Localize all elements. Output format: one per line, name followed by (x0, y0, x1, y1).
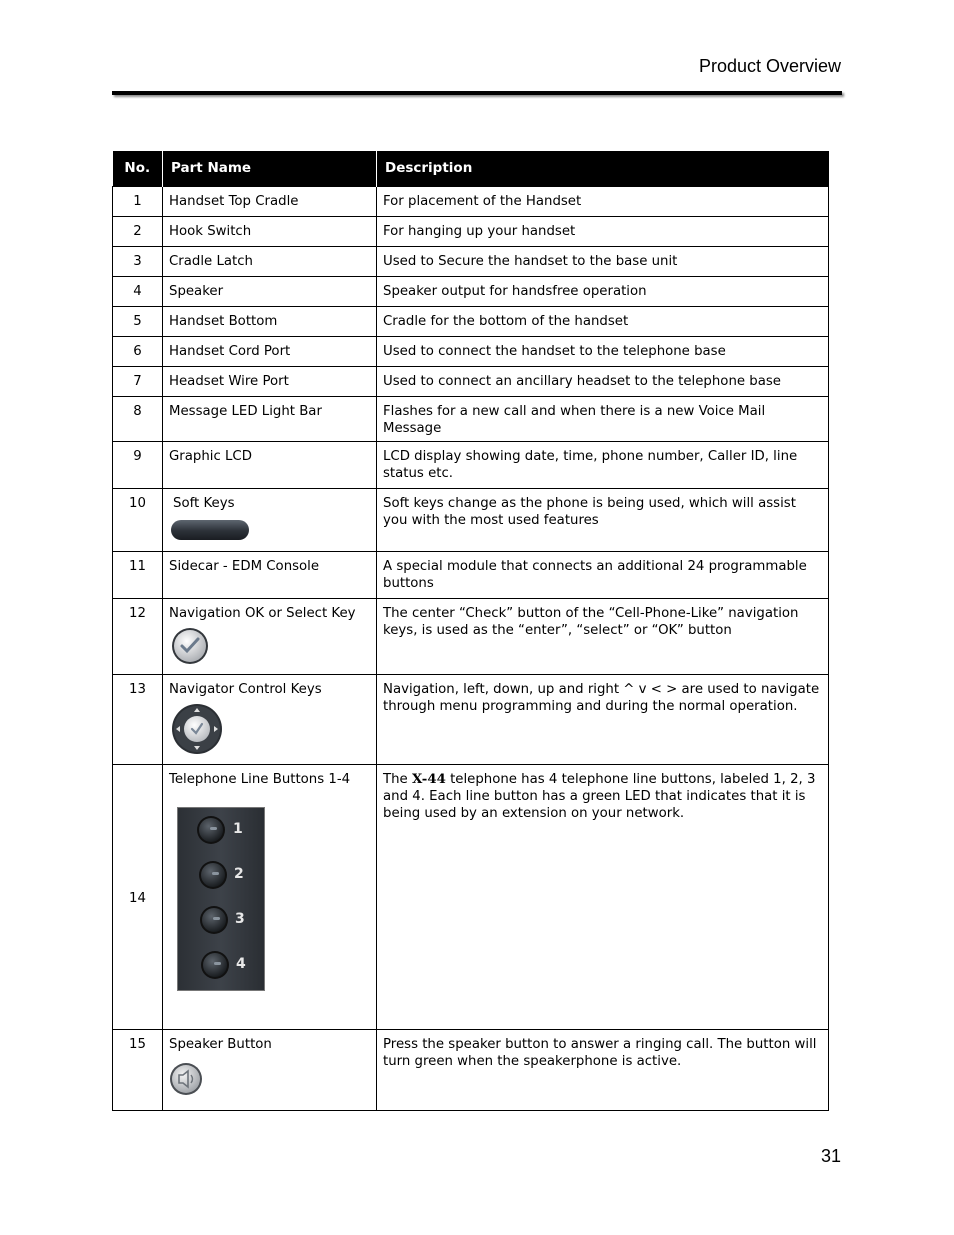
row-number: 4 (113, 277, 163, 307)
line-buttons-panel (177, 807, 265, 991)
column-header-no: No. (113, 151, 163, 187)
part-name: Handset Cord Port (163, 337, 377, 367)
row-number: 14 (113, 765, 163, 1030)
row-number: 3 (113, 247, 163, 277)
row-number: 1 (113, 187, 163, 217)
part-name-cell (163, 489, 377, 552)
line-button-4 (201, 951, 229, 979)
check-key-icon (169, 627, 370, 670)
part-name: Sidecar - EDM Console (163, 552, 377, 599)
part-name: Handset Top Cradle (163, 187, 377, 217)
table-row (113, 367, 829, 397)
part-description: LCD display showing date, time, phone number, Caller ID, line status etc. (377, 442, 829, 489)
row-number: 12 (113, 599, 163, 675)
table-row (113, 1030, 829, 1111)
part-description: For placement of the Handset (377, 187, 829, 217)
header-rule (112, 91, 842, 95)
row-number: 7 (113, 367, 163, 397)
line-button-3 (200, 906, 228, 934)
row-number: 11 (113, 552, 163, 599)
part-description: A special module that connects an additional 24 programmable buttons (377, 552, 829, 599)
soft-key-icon (171, 520, 249, 540)
table-row (113, 277, 829, 307)
part-name: Speaker (163, 277, 377, 307)
part-description (377, 765, 829, 1030)
table-row (113, 552, 829, 599)
part-description: For hanging up your handset (377, 217, 829, 247)
table-row (113, 187, 829, 217)
line-label-1: 1 (233, 821, 243, 837)
part-description: Used to connect the handset to the telephone base (377, 337, 829, 367)
page-number: 31 (820, 1146, 841, 1166)
table-row (113, 765, 829, 1030)
table-row (113, 217, 829, 247)
table-row (113, 247, 829, 277)
table-row (113, 675, 829, 765)
table-row (113, 442, 829, 489)
part-description: Flashes for a new call and when there is a new Voice Mail Message (377, 397, 829, 442)
table-row (113, 337, 829, 367)
part-name: Handset Bottom (163, 307, 377, 337)
part-description: Soft keys change as the phone is being used, which will assist you with the most used features (377, 489, 829, 552)
part-description: Cradle for the bottom of the handset (377, 307, 829, 337)
line-button-1 (197, 816, 225, 844)
part-description: Used to Secure the handset to the base unit (377, 247, 829, 277)
table-row (113, 599, 829, 675)
row-number: 5 (113, 307, 163, 337)
table-row (113, 307, 829, 337)
part-name: Soft Keys (173, 496, 235, 511)
part-name-cell (163, 765, 377, 1030)
part-name: Message LED Light Bar (163, 397, 377, 442)
part-description: Press the speaker button to answer a ringing call. The button will turn green when the speakerphone is active. (377, 1030, 829, 1111)
part-description: Navigation, left, down, up and right ^ v < > are used to navigate through menu programming and during the normal operation. (377, 675, 829, 765)
part-description: Speaker output for handsfree operation (377, 277, 829, 307)
column-header-part-name: Part Name (163, 151, 377, 187)
speaker-button-icon (169, 1062, 370, 1101)
part-name: Cradle Latch (163, 247, 377, 277)
desc-text-pre: The (383, 772, 412, 787)
row-number: 15 (113, 1030, 163, 1111)
part-name: Telephone Line Buttons 1-4 (169, 772, 351, 787)
row-number: 9 (113, 442, 163, 489)
part-name: Graphic LCD (163, 442, 377, 489)
table-row (113, 397, 829, 442)
line-label-2: 2 (234, 866, 244, 882)
row-number: 13 (113, 675, 163, 765)
model-name: X-44 (411, 772, 446, 787)
row-number: 8 (113, 397, 163, 442)
navigator-keys-icon (169, 703, 370, 760)
row-number: 2 (113, 217, 163, 247)
line-label-4: 4 (236, 956, 246, 972)
part-name: Navigation OK or Select Key (169, 606, 356, 621)
table-row (113, 489, 829, 552)
part-name-cell (163, 1030, 377, 1111)
part-name: Navigator Control Keys (169, 682, 322, 697)
part-name: Hook Switch (163, 217, 377, 247)
table-header-row (113, 151, 829, 187)
part-description: The center “Check” button of the “Cell-Phone-Like” navigation keys, is used as the “enter”, “select” or “OK” button (377, 599, 829, 675)
column-header-description: Description (377, 151, 829, 187)
line-button-2 (199, 861, 227, 889)
row-number: 10 (113, 489, 163, 552)
row-number: 6 (113, 337, 163, 367)
line-label-3: 3 (235, 911, 245, 927)
desc-text-post: telephone has 4 telephone line buttons, labeled 1, 2, 3 and 4. Each line button has a green LED that indicates that it is being used by an extension on your network. (383, 772, 816, 821)
part-name: Speaker Button (169, 1037, 272, 1052)
part-name-cell (163, 675, 377, 765)
part-description: Used to connect an ancillary headset to the telephone base (377, 367, 829, 397)
part-name-cell (163, 599, 377, 675)
page-header-title: Product Overview (698, 56, 841, 76)
parts-table (112, 151, 829, 1111)
part-name: Headset Wire Port (163, 367, 377, 397)
